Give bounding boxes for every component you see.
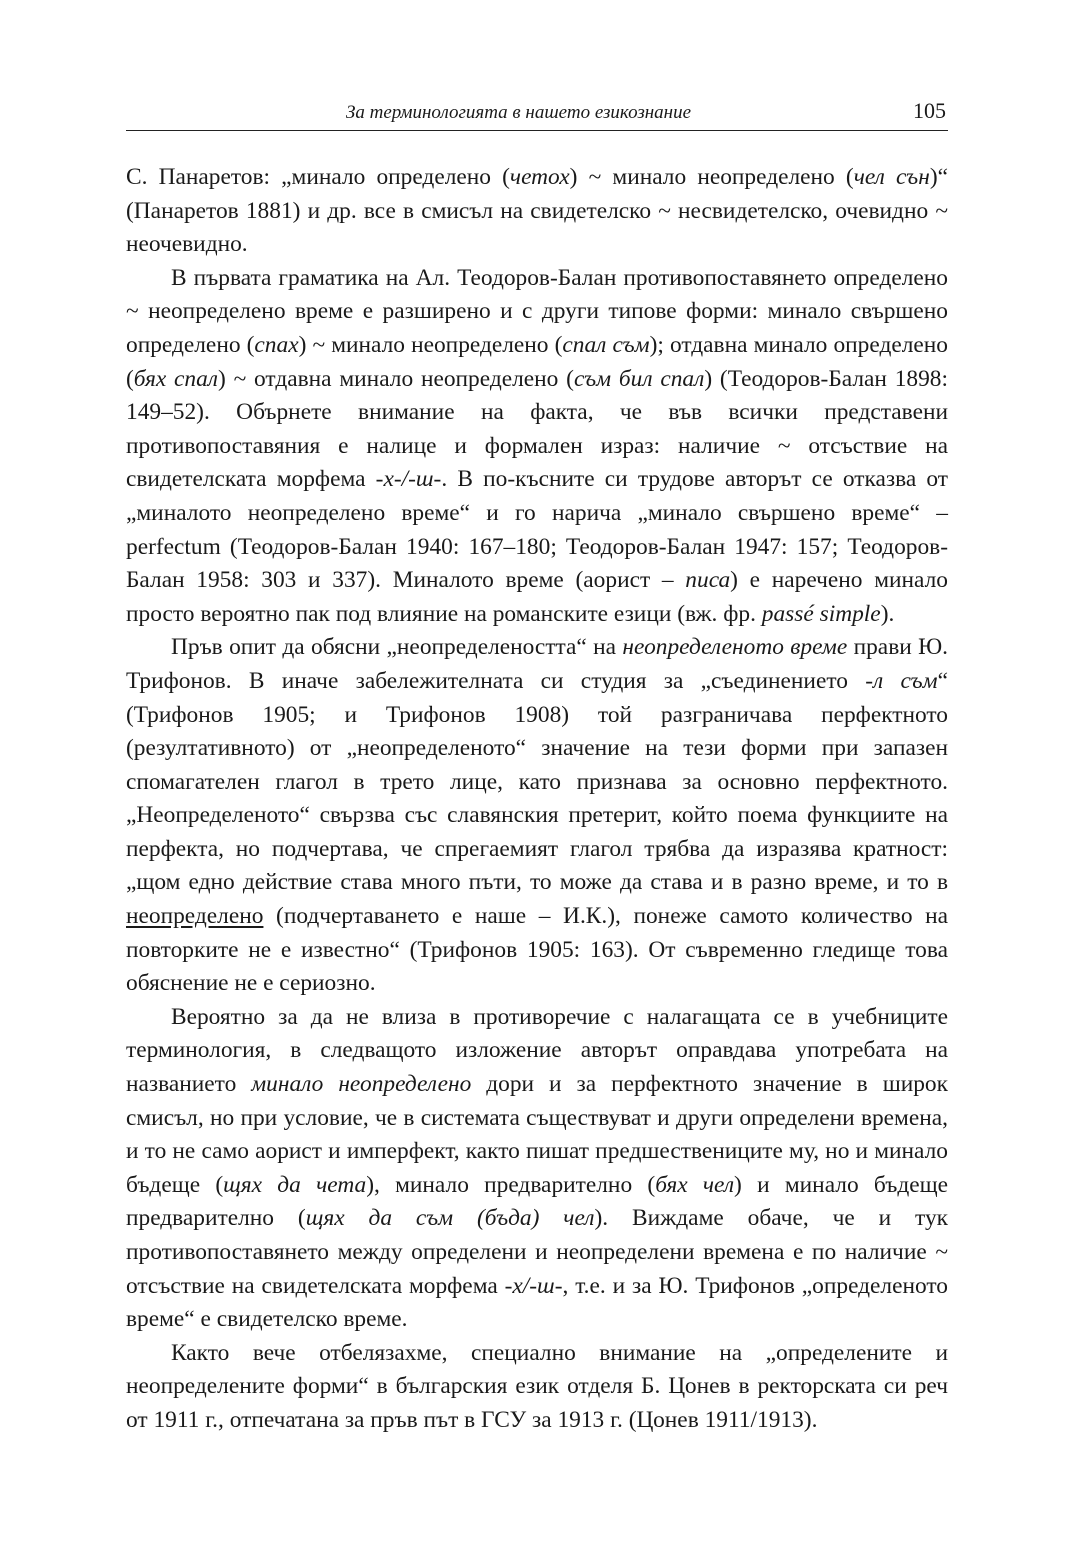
text-run: ) и минало бъдеще предварително (: [126, 1171, 948, 1232]
body-text: [126, 161, 948, 1438]
running-header: [126, 96, 948, 131]
italic-term: passé simple: [761, 600, 881, 627]
italic-term: -х/-ш-: [504, 1272, 563, 1299]
italic-term: четох: [509, 164, 570, 190]
text-run: Пръв опит да обясни „неопределеността“ на: [171, 634, 623, 661]
text-run: дори и за перфектното значение в широк смисъл, но при условие, че в системата съществуват и други определени времена, и то не само аорист и имперфект, както пишат предшествениците му, но и минало бъдеще (: [126, 1071, 948, 1198]
text-run: “ (Трифонов 1905; и Трифонов 1908) той разграничава перфектното (резултативното) от „неопределеното“ значение на тези форми при запазен спомагателен глагол в трето лице, като признава за основно перфектното. „Неопределеното“ свързва със славянския претерит, който поема функциите на перфекта, но подчертава, че спрегаемият глагол трябва да изразява кратност: „щом едно действие става много пъти, то може да става и в разно време, и то в: [126, 667, 948, 896]
italic-term: щях да съм (бъда) чел: [305, 1205, 595, 1232]
italic-term: минало неопределено: [251, 1071, 472, 1098]
italic-term: -х-/-ш-: [375, 466, 442, 493]
italic-term: съм бил спал: [573, 365, 705, 392]
text-run: Вероятно за да не влиза в противоречие с налагащата се в учебниците терминология, в следващото изложение авторът оправдава употребата на названието: [126, 1003, 948, 1098]
text-run: . В по-късните си трудове авторът се отказва от „миналото неопределено време“ и го нарича „минало свършено време“ – perfectum (Теодоров-Балан 1940: 167–180; Теодоров-Балан 1947: 157; Теодоров-Балан 1958: 303 и 337). Миналото време (аорист –: [126, 466, 948, 594]
text-run: ).: [880, 600, 895, 627]
text-run: ) е наречено минало просто вероятно пак под влияние на романските езици (вж. фр.: [126, 567, 948, 627]
text-run: ), минало предварително (: [366, 1171, 656, 1198]
paragraph-4: [126, 1001, 948, 1337]
italic-term: бях спал: [133, 365, 218, 392]
text-run: ) ~ минало неопределено (: [298, 331, 563, 358]
text-run: ). Виждаме обаче, че и тук противопоставянето между определени и неопределени времена е по наличие ~ отсъствие на свидетелската морфема: [126, 1205, 949, 1299]
text-run: ) ~ отдавна минало неопределено (: [218, 365, 574, 392]
paragraph-2: [126, 262, 948, 632]
book-page: [126, 96, 948, 1438]
text-run: С. Панаретов: „минало определено (: [126, 164, 510, 190]
text-run: )“ (Панаретов 1881) и др. все в смисъл на свидетелско ~ несвидетелско, очевидно ~ неочевидно.: [126, 164, 948, 258]
text-run: прави Ю. Трифонов. В иначе забележителната си студия за „съединението: [126, 634, 948, 694]
italic-term: -л съм: [865, 667, 938, 694]
italic-term: бях чел: [655, 1171, 735, 1198]
page-number: 105: [913, 98, 946, 123]
text-run: В първата граматика на Ал. Теодоров-Балан противопоставянето определено ~ неопределено време е разширено и с други типове форми: минало свършено определено (: [126, 264, 948, 358]
text-run: ); отдавна минало определено (: [126, 331, 948, 392]
italic-term: спал съм: [562, 331, 650, 358]
paragraph-1: [126, 161, 948, 262]
paragraph-5: [126, 1337, 948, 1438]
text-run: Както вече отбелязахме, специално внимание на „определените и неопределените форми“ в българския език отделя Б. Цонев в ректорската си реч от 1911 г., отпечатана за пръв път в ГСУ за 1913 г. (Цонев 1911/1913).: [126, 1339, 948, 1433]
italic-term: спах: [254, 331, 299, 358]
italic-term: писа: [685, 567, 731, 594]
italic-term: чел сън: [853, 164, 930, 190]
text-run: , т.е. и за Ю. Трифонов „определеното време“ е свидетелско време.: [126, 1272, 948, 1333]
text-run: (подчертаването е наше – И.К.), понеже самото количество на повторките не е известно“ (Трифонов 1905: 163). От съвременно гледище това обяснение не е сериозно.: [126, 903, 948, 997]
underlined-term: неопределено: [126, 903, 264, 930]
text-run: ) ~ минало неопределено (: [569, 164, 854, 190]
paragraph-3: [126, 631, 948, 1001]
italic-term: щях да чета: [223, 1171, 367, 1198]
running-title: За терминологията в нашето езикознание: [346, 102, 692, 123]
italic-term: неопределеното време: [622, 634, 848, 661]
text-run: ) (Теодоров-Балан 1898: 149–52). Обърнете внимание на факта, че във всички представени противопоставяния е налице и формален израз: наличие ~ отсъствие на свидетелската морфема: [126, 365, 949, 493]
